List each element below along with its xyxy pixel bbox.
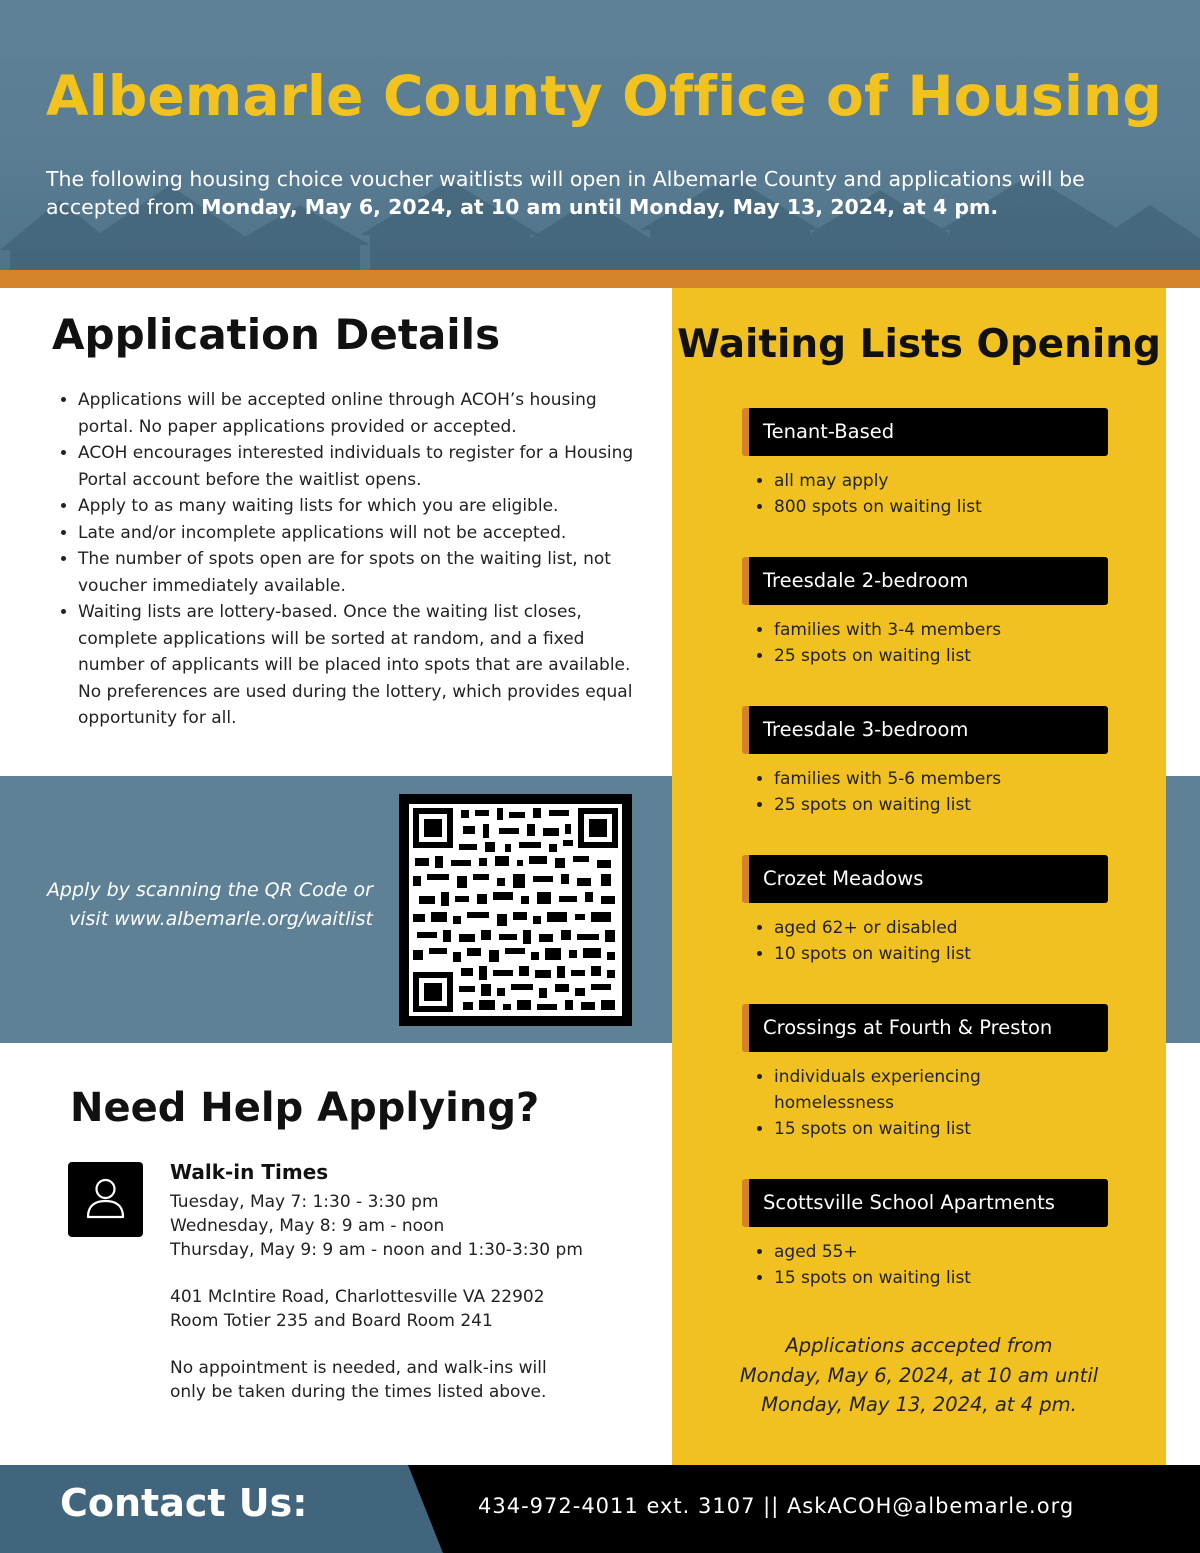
waitlist-treesdale-3-bedroom [742, 706, 1108, 818]
list-item: • families with 3-4 members [774, 617, 1108, 643]
waitlist-details [742, 1239, 1108, 1291]
waitlist-header [742, 706, 1108, 754]
list-item: • ACOH encourages interested individuals to register for a Housing Portal account before the waitlist opens. [78, 440, 652, 493]
waitlist-details [742, 915, 1108, 967]
subtitle-text: The following housing choice voucher waitlists will open in Albemarle County and applications will be accepted from [46, 167, 1085, 219]
application-details-list [52, 387, 652, 732]
waitlist-name: Scottsville School Apartments [763, 1191, 1055, 1214]
apply-line-1: Apply by scanning the QR Code or [46, 879, 373, 901]
waitlist-details [742, 1064, 1108, 1142]
header-subtitle [46, 165, 1156, 221]
walkin-note: No appointment is needed, and walk-ins will [170, 1358, 547, 1378]
list-item: • aged 55+ [774, 1239, 1108, 1265]
waitlist-header [742, 855, 1108, 903]
header-banner [0, 0, 1200, 270]
list-item: • all may apply [774, 468, 1108, 494]
list-item: • 10 spots on waiting list [774, 941, 1108, 967]
waitlist-name: Treesdale 3-bedroom [763, 718, 969, 741]
waitlist-treesdale-2-bedroom [742, 557, 1108, 669]
application-details-section [52, 310, 652, 732]
qr-pattern [409, 804, 622, 1016]
contact-info[interactable]: 434-972-4011 ext. 3107 || AskACOH@albemarle.org [478, 1494, 1075, 1518]
waitlist-details [742, 468, 1108, 520]
closing-note [672, 1331, 1166, 1420]
waitlist-scottsville-school [742, 1179, 1108, 1291]
waitlist-name: Crozet Meadows [763, 867, 924, 890]
list-item: • 15 spots on waiting list [774, 1116, 1108, 1142]
waitlist-tenant-based [742, 408, 1108, 520]
orange-divider [0, 270, 1200, 288]
list-item: • 800 spots on waiting list [774, 494, 1108, 520]
page-title: Albemarle County Office of Housing [46, 64, 1162, 128]
list-item: • individuals experiencing homelessness [774, 1064, 1004, 1116]
waitlist-crozet-meadows [742, 855, 1108, 967]
address-line: 401 McIntire Road, Charlottesville VA 22902 [170, 1287, 545, 1307]
list-item: • 25 spots on waiting list [774, 792, 1108, 818]
list-item: • Late and/or incomplete applications will not be accepted. [78, 520, 652, 547]
help-title: Need Help Applying? [70, 1085, 540, 1131]
list-item: • Applications will be accepted online through ACOH’s housing portal. No paper applications provided or accepted. [78, 387, 652, 440]
waitlist-name: Treesdale 2-bedroom [763, 569, 969, 592]
closing-line-2: Monday, May 6, 2024, at 10 am until [739, 1363, 1099, 1387]
person-icon [68, 1162, 143, 1237]
list-item: • Waiting lists are lottery-based. Once the waiting list closes, complete applications will be sorted at random, and a fixed number of applicants will be placed into spots that are available. No preferences are used during the lottery, which provides equal opportunity for all. [78, 599, 652, 732]
qr-code-icon[interactable] [399, 794, 632, 1026]
waiting-lists-section [672, 288, 1166, 1465]
waitlist-header [742, 1179, 1108, 1227]
walkin-note: only be taken during the times listed above. [170, 1382, 547, 1402]
list-item: • 25 spots on waiting list [774, 643, 1108, 669]
walkin-time: Wednesday, May 8: 9 am - noon [170, 1216, 445, 1236]
list-item: • The number of spots open are for spots on the waiting list, not voucher immediately available. [78, 546, 652, 599]
waitlist-crossings-fourth-preston [742, 1004, 1108, 1142]
walkin-time: Tuesday, May 7: 1:30 - 3:30 pm [170, 1192, 439, 1212]
footer [0, 1465, 1200, 1553]
waitlist-name: Crossings at Fourth & Preston [763, 1016, 1053, 1039]
subtitle-dates: Monday, May 6, 2024, at 10 am until Monday, May 13, 2024, at 4 pm. [201, 195, 999, 219]
walkin-time: Thursday, May 9: 9 am - noon and 1:30-3:30 pm [170, 1240, 583, 1260]
waitlist-header [742, 408, 1108, 456]
closing-line-1: Applications accepted from [785, 1334, 1053, 1357]
contact-title: Contact Us: [60, 1481, 308, 1525]
waitlist-header [742, 557, 1108, 605]
waitlist-header [742, 1004, 1108, 1052]
walkin-section [170, 1160, 650, 1404]
apply-line-2[interactable]: visit www.albemarle.org/waitlist [69, 908, 373, 930]
application-details-title: Application Details [52, 310, 501, 359]
waitlist-details [742, 617, 1108, 669]
address-line: Room Totier 235 and Board Room 241 [170, 1311, 493, 1331]
closing-line-3: Monday, May 13, 2024, at 4 pm. [761, 1393, 1077, 1416]
list-item: • Apply to as many waiting lists for which you are eligible. [78, 493, 652, 520]
waitlist-details [742, 766, 1108, 818]
waiting-lists-title: Waiting Lists Opening [677, 322, 1161, 367]
apply-instructions [10, 876, 373, 934]
waitlist-name: Tenant-Based [763, 420, 895, 443]
list-item: • aged 62+ or disabled [774, 915, 1108, 941]
list-item: • families with 5-6 members [774, 766, 1108, 792]
person-glyph [68, 1162, 143, 1237]
walkin-title: Walk-in Times [170, 1160, 329, 1184]
list-item: • 15 spots on waiting list [774, 1265, 1108, 1291]
